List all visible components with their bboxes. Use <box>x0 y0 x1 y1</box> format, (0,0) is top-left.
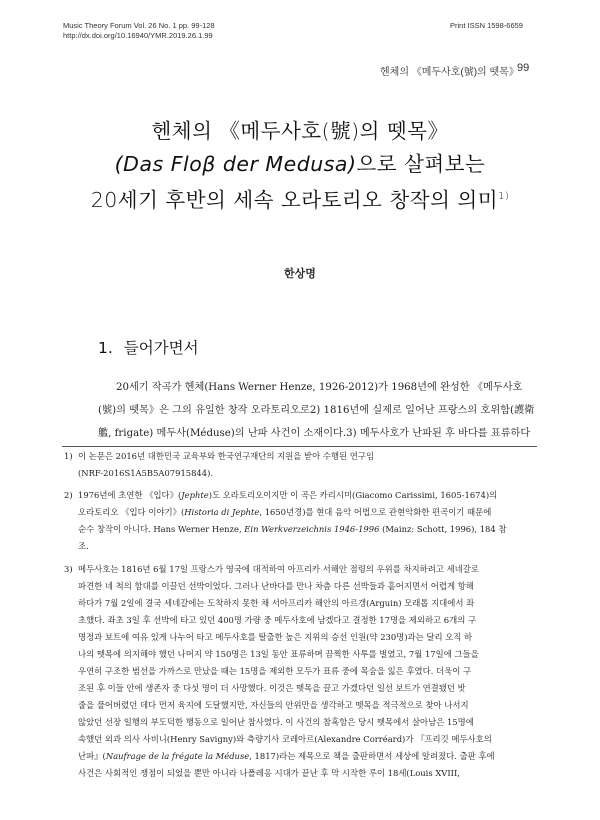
running-title: 헨체의 《메두사호(號)의 뗏목》 <box>380 67 519 78</box>
footnote-2-line-2 <box>78 504 491 521</box>
page-number: 99 <box>517 62 530 74</box>
footnote-3-line: 속했던 외과 의사 사비니(Henry Savigny)와 측량기사 코레아르(Alexandre Corréard)가 『프리깃 메두사호의 <box>78 734 492 744</box>
footnote-3-line: 나의 뗏목에 의지해야 했던 나머지 약 150명은 13일 동안 표류하며 끔찍한 사투를 벌였고, 7월 17일에 그들을 <box>78 649 479 659</box>
footnote-text: , 1817)라는 제목으로 책을 출판하면서 세상에 알려졌다. 출판 후에 <box>249 751 495 761</box>
footnote-3-line: 줄을 풀어버렸던 데다 먼저 육지에 도달했지만, 자신들의 안위만을 생각하고 뗏목을 적극적으로 찾아 나서지 <box>78 700 469 710</box>
footnote-text: 난파』( <box>78 751 106 761</box>
footnote-3-line: 않았던 선장 일행의 부도덕한 행동으로 일어난 참사였다. 이 사건의 참혹함은 당시 뗏목에서 살아남은 15명에 <box>78 717 474 727</box>
body-line: (號)의 뗏목》은 그의 유일한 창작 오라토리오로2) 1816년에 실제로 일어난 프랑스의 호위함(護衛 <box>98 405 535 416</box>
title-line-2-rest: 으로 살펴보는 <box>356 152 486 176</box>
title-line-1: 헨체의 《메두사호(號)의 뗏목》 <box>151 119 449 143</box>
footnote-3-line: 파견한 네 척의 함대를 이끌던 선박이었다. 그러나 난바다를 만나 차츰 다른 선박들과 흩어지면서 어렵게 항해 <box>78 581 474 591</box>
section-title: 들어가면서 <box>123 339 199 357</box>
footnote-3-line: 하다가 7월 2일에 결국 세네갈에는 도착하지 못한 채 서아프리카 해안의 아르갱(Arguin) 모래톱 지대에서 좌 <box>78 598 475 608</box>
footnote-number: 2) <box>64 490 73 500</box>
section-number: 1. <box>98 339 113 357</box>
author-name: 한상명 <box>284 267 316 280</box>
footnote-2-line-3 <box>78 521 506 538</box>
footnote-3-line: 명정과 보트에 여유 있게 나누어 타고 메두사호를 탈출한 높은 지위의 승선 인원(약 230명)과는 달리 오직 하 <box>78 632 473 642</box>
footnote-2 <box>64 487 497 504</box>
section-heading <box>98 336 199 358</box>
title-italic-work: (Das Floβ der Medusa) <box>114 152 357 176</box>
title-footnote-ref[interactable]: 1) <box>498 191 510 202</box>
footnote-text: 이 논문은 2016년 대한민국 교육부와 한국연구재단의 지원을 받아 수행된 연구임 <box>78 451 375 461</box>
footnote-2-line-4: 조. <box>78 541 89 551</box>
footnote-number: 3) <box>64 564 73 574</box>
footnote-divider <box>62 446 537 447</box>
doi-link[interactable]: http://dx.doi.org/10.16940/YMR.2019.26.1.99 <box>63 31 213 40</box>
footnote-text: )도 오라토리오이지만 이 곡은 카리시미(Giacomo Carissimi, 1605-1674)의 <box>208 490 498 500</box>
footnote-text: 오라토리오 《입다 이야기》( <box>78 507 185 517</box>
footnote-3 <box>64 561 479 578</box>
footnote-3-line: 우연히 구조한 범선을 가까스로 만났을 때는 15명을 제외한 모두가 표류 중에 목숨을 잃은 후였다. 더욱이 구 <box>78 666 472 676</box>
body-line: 艦, frigate) 메두사(Méduse)의 난파 사건이 소재이다.3) 메두사호가 난파된 후 바다를 표류하다 <box>98 428 531 439</box>
footnote-text: , 1650년경)를 현대 음악 어법으로 관현악화한 편곡이기 때문에 <box>259 507 492 517</box>
footnote-italic: Naufrage de la frégate la Méduse <box>105 751 250 761</box>
footnote-text: 순수 창작이 아니다. Hans Werner Henze, <box>78 524 245 534</box>
title-line-3-text: 20세기 후반의 세속 오라토리오 창작의 의미 <box>90 187 499 212</box>
footnote-number: 1) <box>64 451 73 461</box>
journal-citation: Music Theory Forum Vol. 26 No. 1 pp. 99-128 <box>63 21 215 30</box>
footnote-3-line: 초했다. 좌초 3일 후 선박에 타고 있던 400명 가량 중 메두사호에 남겠다고 결정한 17명을 제외하고 6개의 구 <box>78 615 477 625</box>
footnote-3-line: 사건은 사회적인 쟁점이 되었을 뿐만 아니라 나폴레옹 시대가 끝난 후 막 시작한 루이 18세(Louis XVIII, <box>78 768 460 778</box>
footnote-italic: Ein Werkverzeichnis 1946-1996 <box>244 524 380 534</box>
footnote-3-line <box>78 748 495 765</box>
footnote-3-line: 조된 후 이들 안에 생존자 중 다섯 명이 더 사망했다. 이것은 뗏목을 끌고 가겠다던 일선 보트가 연결됐던 밧 <box>78 683 466 693</box>
body-line: 20세기 작곡가 헨체(Hans Werner Henze, 1926-2012)가 1968년에 완성한 《메두사호 <box>116 382 523 393</box>
footnote-1-cont: (NRF-2016S1A5B5A07915844). <box>78 468 214 478</box>
footnote-italic: Jephte <box>181 490 209 500</box>
footnote-text: (Mainz: Schott, 1996), 184 참 <box>379 524 507 534</box>
issn: Print ISSN 1598-6659 <box>450 21 523 30</box>
footnote-text: 메두사호는 1816년 6월 17일 프랑스가 영국에 대적하여 아프리카 서해안 점령의 우위를 차지하려고 세네갈로 <box>78 564 479 574</box>
title-line-3 <box>0 182 600 215</box>
footnote-text: 1976년에 초연한 《입다》( <box>78 490 182 500</box>
footnote-1 <box>64 448 374 465</box>
footnote-italic: Historia di Jephte <box>184 507 260 517</box>
title-line-2 <box>0 149 600 179</box>
